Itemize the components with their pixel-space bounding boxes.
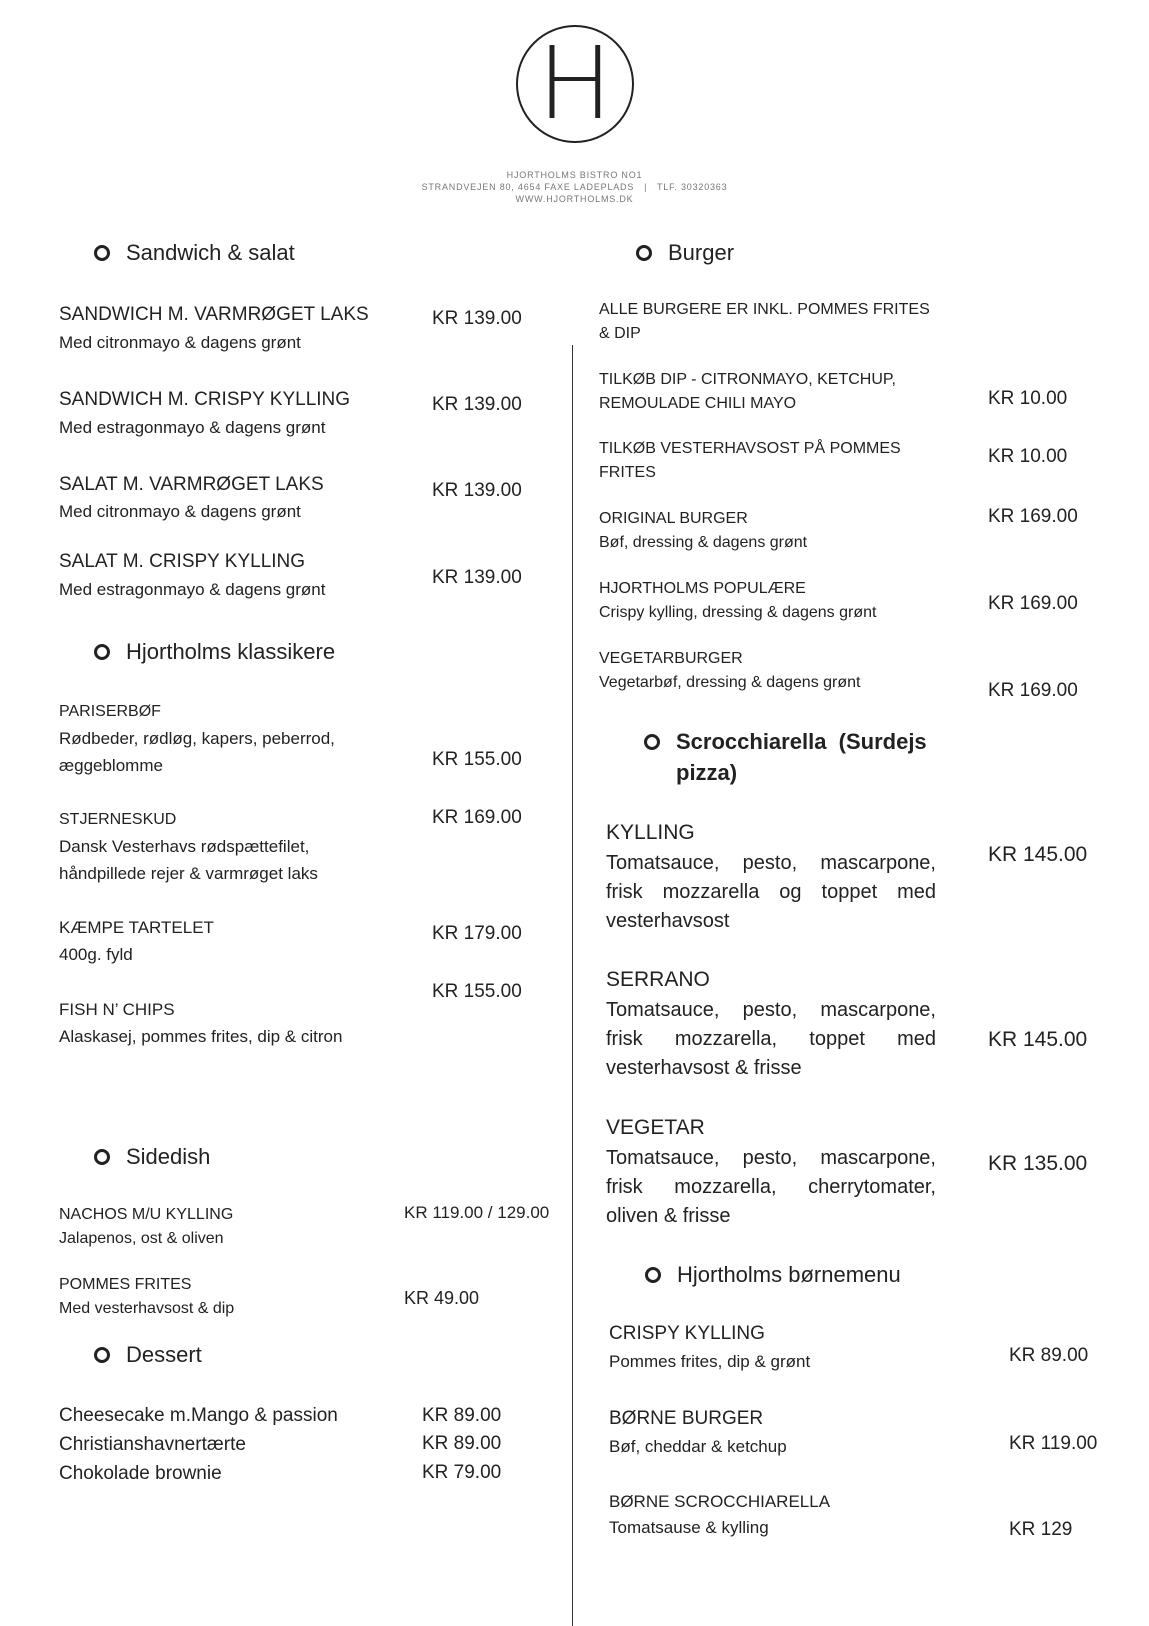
menu-item-price: KR 139.00	[432, 308, 522, 329]
menu-item-price: KR 129	[1009, 1519, 1073, 1540]
menu-item-desc: Bøf, cheddar & ketchup	[609, 1437, 787, 1456]
menu-item-name: BØRNE SCROCCHIARELLA	[609, 1492, 831, 1511]
menu-item-price: KR 49.00	[404, 1288, 480, 1308]
section-burger	[636, 240, 734, 266]
menu-item-price: KR 89.00	[422, 1405, 502, 1426]
section-sandwich	[94, 240, 295, 266]
section-bullet-icon	[94, 1149, 110, 1165]
menu-item-desc: Med estragonmayo & dagens grønt	[59, 580, 326, 599]
menu-item-name: POMMES FRITES	[59, 1276, 192, 1293]
menu-item-name: Chokolade brownie	[59, 1463, 222, 1484]
menu-item-price: KR 145.00	[988, 1028, 1088, 1051]
menu-item-name: NACHOS M/U KYLLING	[59, 1206, 234, 1223]
section-kids	[645, 1262, 901, 1288]
section-klassikere	[94, 639, 335, 665]
menu-item-name: VEGETARBURGER	[599, 650, 743, 667]
bistro-website: WWW.HJORTHOLMS.DK	[515, 194, 634, 204]
menu-item-name: PARISERBØF	[59, 703, 161, 720]
section-title: Hjortholms børnemenu	[677, 1262, 901, 1287]
section-bullet-icon	[94, 644, 110, 660]
menu-item-price: KR 89.00	[1009, 1345, 1089, 1366]
menu-item-name: SALAT M. CRISPY KYLLING	[59, 551, 306, 572]
menu-item-name: SANDWICH M. VARMRØGET LAKS	[59, 304, 369, 325]
menu-item-price: KR 79.00	[422, 1462, 502, 1483]
menu-item-desc: Tomatsauce, pesto, mascarpone, frisk mozzarella, cherrytomater, oliven & frisse	[606, 1147, 936, 1227]
menu-item-price: KR 169.00	[988, 506, 1078, 527]
menu-item-name: SALAT M. VARMRØGET LAKS	[59, 474, 324, 495]
menu-item-desc: Med citronmayo & dagens grønt	[59, 502, 301, 521]
menu-item-desc: Tomatsauce, pesto, mascarpone, frisk mozzarella, toppet med vesterhavsost & frisse	[606, 999, 936, 1079]
menu-item-name: Cheesecake m.Mango & passion	[59, 1405, 338, 1426]
menu-item-price: KR 119.00	[1009, 1433, 1098, 1454]
menu-item-name: REMOULADE CHILI MAYO	[599, 395, 797, 412]
menu-item-price: KR 145.00	[988, 843, 1088, 866]
section-bullet-icon	[636, 245, 652, 261]
burger-note: ALLE BURGERE ER INKL. POMMES FRITES	[599, 301, 930, 318]
menu-item-price: KR 89.00	[422, 1433, 502, 1454]
bistro-phone: TLF. 30320363	[656, 182, 728, 192]
menu-item-desc: håndpillede rejer & varmrøget laks	[59, 864, 318, 883]
menu-item-price: KR 135.00	[988, 1152, 1088, 1175]
menu-item-desc: Crispy kylling, dressing & dagens grønt	[599, 604, 877, 621]
menu-item-desc: Pommes frites, dip & grønt	[609, 1352, 811, 1371]
menu-item-name: KYLLING	[606, 821, 695, 844]
menu-item-desc: æggeblomme	[59, 756, 163, 775]
bistro-address: STRANDVEJEN 80, 4654 FAXE LADEPLADS	[421, 182, 635, 192]
section-title: Scrocchiarella (Surdejs	[676, 729, 927, 754]
menu-item-name: ORIGINAL BURGER	[599, 510, 748, 527]
menu-item-price: KR 169.00	[988, 680, 1078, 701]
menu-item-name: KÆMPE TARTELET	[59, 918, 214, 937]
burger-note: & DIP	[599, 325, 641, 342]
menu-item-desc: Tomatsause & kylling	[609, 1518, 769, 1537]
section-sidedish	[94, 1144, 210, 1170]
bistro-logo: H	[516, 25, 634, 143]
menu-item-desc: Rødbeder, rødløg, kapers, peberrod,	[59, 729, 335, 748]
menu-item-name: TILKØB VESTERHAVSOST PÅ POMMES	[599, 440, 901, 457]
bistro-name: HJORTHOLMS BISTRO NO1	[506, 170, 643, 180]
menu-item-price: KR 10.00	[988, 446, 1068, 467]
menu-item-name: SANDWICH M. CRISPY KYLLING	[59, 389, 351, 410]
menu-item-price: KR 139.00	[432, 480, 522, 501]
menu-item-desc: Jalapenos, ost & oliven	[59, 1230, 224, 1247]
menu-item-desc: Vegetarbøf, dressing & dagens grønt	[599, 674, 861, 691]
section-title: Dessert	[126, 1342, 202, 1367]
menu-item-name: SERRANO	[606, 968, 710, 991]
section-title: Sidedish	[126, 1144, 211, 1169]
section-bullet-icon	[645, 1267, 661, 1283]
menu-item-price: KR 179.00	[432, 923, 522, 944]
column-divider	[572, 345, 573, 1626]
menu-item-price: KR 169.00	[432, 807, 522, 828]
menu-item-desc: Med estragonmayo & dagens grønt	[59, 418, 326, 437]
section-dessert	[94, 1342, 202, 1368]
menu-item-desc: Med citronmayo & dagens grønt	[59, 333, 301, 352]
menu-item-desc: Tomatsauce, pesto, mascarpone, frisk mozzarella og toppet med vesterhavsost	[606, 852, 936, 932]
bistro-address-line	[0, 181, 1149, 193]
menu-item-price: KR 155.00	[432, 981, 522, 1002]
section-title-cont: pizza)	[676, 760, 738, 785]
menu-item-price: KR 119.00 / 129.00	[404, 1203, 550, 1222]
section-bullet-icon	[94, 1347, 110, 1363]
section-title: Hjortholms klassikere	[126, 639, 336, 664]
section-bullet-icon	[94, 245, 110, 261]
section-bullet-icon	[644, 734, 660, 750]
menu-item-name: Christianshavnertærte	[59, 1434, 246, 1455]
menu-item-name: STJERNESKUD	[59, 811, 177, 828]
section-title: Burger	[668, 240, 735, 265]
menu-item-price: KR 10.00	[988, 388, 1068, 409]
address-separator: |	[644, 182, 648, 192]
menu-item-desc: 400g. fyld	[59, 945, 133, 964]
menu-item-desc: Bøf, dressing & dagens grønt	[599, 534, 808, 551]
menu-item-name: CRISPY KYLLING	[609, 1323, 765, 1344]
menu-item-price: KR 139.00	[432, 394, 522, 415]
menu-item-name: FISH N’ CHIPS	[59, 1000, 175, 1019]
menu-item-desc: Alaskasej, pommes frites, dip & citron	[59, 1027, 343, 1046]
menu-item-price: KR 139.00	[432, 567, 522, 588]
section-title: Sandwich & salat	[126, 240, 295, 265]
menu-item-desc: Dansk Vesterhavs rødspættefilet,	[59, 837, 310, 856]
menu-item-name: VEGETAR	[606, 1116, 705, 1139]
menu-item-name: BØRNE BURGER	[609, 1408, 764, 1429]
menu-item-name: TILKØB DIP - CITRONMAYO, KETCHUP,	[599, 371, 896, 388]
menu-item-name: FRITES	[599, 464, 656, 481]
menu-item-name: HJORTHOLMS POPULÆRE	[599, 580, 806, 597]
menu-item-desc: Med vesterhavsost & dip	[59, 1300, 235, 1317]
menu-item-price: KR 169.00	[988, 593, 1078, 614]
section-pizza	[644, 729, 927, 755]
menu-item-price: KR 155.00	[432, 749, 522, 770]
